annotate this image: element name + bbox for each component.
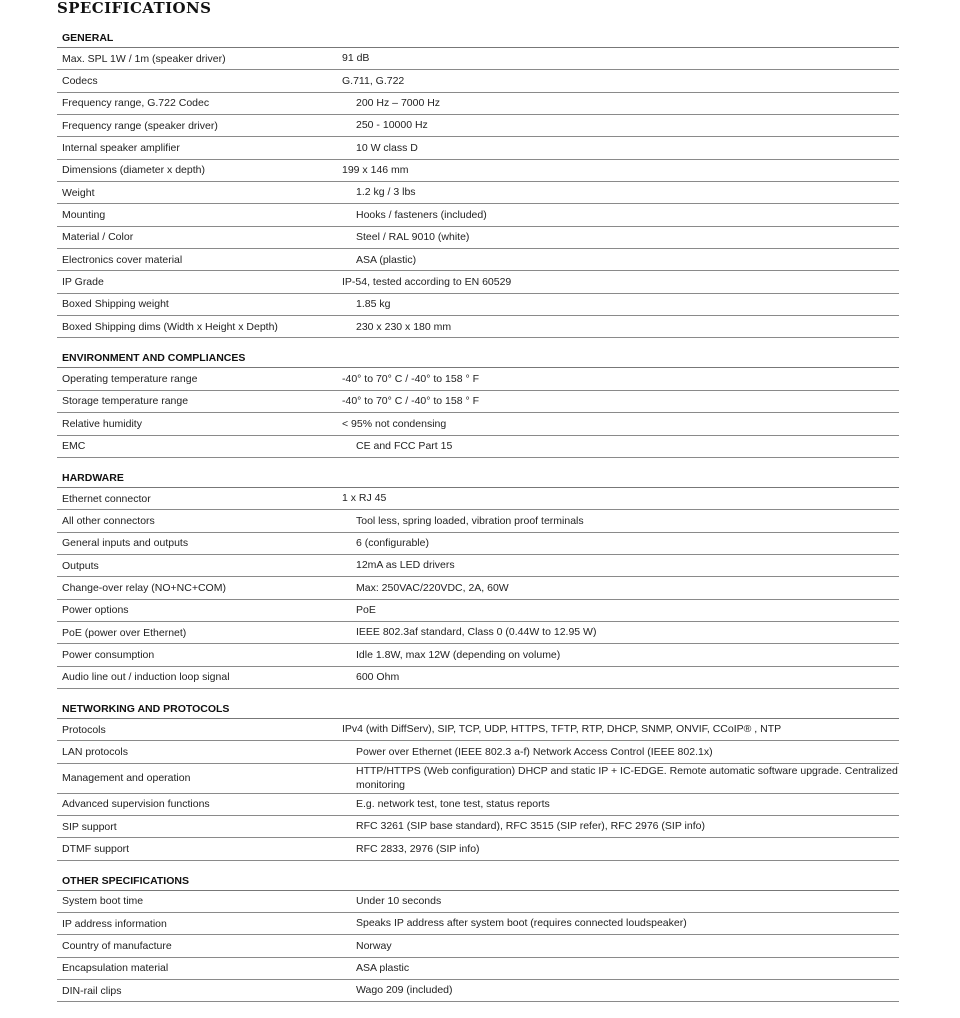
spec-value: RFC 3261 (SIP base standard), RFC 3515 (SIP refer), RFC 2976 (SIP info)	[356, 820, 705, 833]
table-row	[57, 182, 899, 204]
spec-label: Relative humidity	[62, 417, 142, 430]
spec-value: IEEE 802.3af standard, Class 0 (0.44W to 12.95 W)	[356, 626, 597, 639]
table-row	[57, 93, 899, 115]
spec-value: PoE	[356, 603, 376, 616]
spec-label: Power consumption	[62, 648, 155, 661]
spec-value: Max: 250VAC/220VDC, 2A, 60W	[356, 581, 509, 594]
spec-value: Idle 1.8W, max 12W (depending on volume)	[356, 648, 561, 661]
spec-value: Wago 209 (included)	[356, 984, 453, 997]
spec-value: G.711, G.722	[342, 74, 405, 87]
spec-value: Hooks / fasteners (included)	[356, 208, 487, 221]
spec-label: General inputs and outputs	[62, 537, 189, 550]
section-header: GENERAL	[57, 24, 899, 48]
table-row	[57, 719, 899, 741]
table-row	[57, 227, 899, 249]
spec-value: IP-54, tested according to EN 60529	[342, 275, 512, 288]
table-row	[57, 577, 899, 599]
spec-label: Boxed Shipping weight	[62, 298, 169, 311]
spec-label: Operating temperature range	[62, 373, 198, 386]
spec-value: 1.85 kg	[356, 298, 391, 311]
table-row	[57, 644, 899, 666]
spec-value: HTTP/HTTPS (Web configuration) DHCP and static IP + IC-EDGE. Remote automatic software upgrade. Centralized monitoring	[356, 764, 898, 792]
table-row	[57, 555, 899, 577]
table-row	[57, 838, 899, 860]
table-row	[57, 510, 899, 532]
spec-label: All other connectors	[62, 514, 155, 527]
spec-value: 91 dB	[342, 52, 370, 65]
spec-label: Frequency range (speaker driver)	[62, 119, 218, 132]
spec-value: E.g. network test, tone test, status reports	[356, 798, 550, 811]
table-row	[57, 160, 899, 182]
table-row	[57, 115, 899, 137]
table-row	[57, 913, 899, 935]
table-row	[57, 600, 899, 622]
spec-label: PoE (power over Ethernet)	[62, 626, 187, 639]
section-header: OTHER SPECIFICATIONS	[57, 867, 899, 891]
spec-label: Storage temperature range	[62, 395, 189, 408]
spec-value: 250 - 10000 Hz	[356, 119, 428, 132]
spec-value: RFC 2833, 2976 (SIP info)	[356, 842, 480, 855]
spec-value: 6 (configurable)	[356, 536, 429, 549]
spec-label: Weight	[62, 186, 95, 199]
spec-value: Power over Ethernet (IEEE 802.3 a-f) Network Access Control (IEEE 802.1x)	[356, 745, 713, 758]
table-row	[57, 935, 899, 957]
spec-value: Tool less, spring loaded, vibration proof terminals	[356, 514, 584, 527]
table-row	[57, 436, 899, 458]
table-row	[57, 391, 899, 413]
spec-value: < 95% not condensing	[342, 417, 447, 430]
spec-value: -40° to 70° C / -40° to 158 ° F	[342, 395, 480, 408]
table-row	[57, 622, 899, 644]
table-row	[57, 249, 899, 271]
spec-value: ASA plastic	[356, 962, 410, 975]
table-row	[57, 271, 899, 293]
spec-label: Internal speaker amplifier	[62, 142, 180, 155]
table-row	[57, 413, 899, 435]
table-row	[57, 70, 899, 92]
table-row	[57, 741, 899, 763]
section-header: NETWORKING AND PROTOCOLS	[57, 695, 899, 719]
table-row	[57, 316, 899, 338]
specifications-table	[57, 24, 899, 1002]
spec-label: Electronics cover material	[62, 253, 183, 266]
spec-label: Management and operation	[62, 772, 191, 785]
spec-label: Frequency range, G.722 Codec	[62, 97, 210, 110]
spec-value: 1 x RJ 45	[342, 492, 387, 505]
spec-label: DTMF support	[62, 842, 130, 855]
spec-label: Change-over relay (NO+NC+COM)	[62, 581, 226, 594]
table-row	[57, 980, 899, 1002]
spec-label: Dimensions (diameter x depth)	[62, 164, 205, 177]
spec-label: IP Grade	[62, 276, 104, 289]
spec-value: 1.2 kg / 3 lbs	[356, 186, 416, 199]
spec-label: System boot time	[62, 895, 144, 908]
table-row	[57, 667, 899, 689]
section-header: HARDWARE	[57, 464, 899, 488]
spec-value: CE and FCC Part 15	[356, 439, 453, 452]
spec-value: 10 W class D	[356, 141, 418, 154]
spec-value: IPv4 (with DiffServ), SIP, TCP, UDP, HTTPS, TFTP, RTP, DHCP, SNMP, ONVIF, CCoIP® , NTP	[342, 723, 782, 736]
spec-value: Under 10 seconds	[356, 895, 442, 908]
spec-label: Material / Color	[62, 231, 134, 244]
spec-value: 199 x 146 mm	[342, 164, 409, 177]
spec-label: EMC	[62, 440, 86, 453]
spec-label: Codecs	[62, 75, 98, 88]
spec-label: Mounting	[62, 209, 106, 222]
table-row	[57, 958, 899, 980]
spec-label: Encapsulation material	[62, 962, 169, 975]
table-row	[57, 137, 899, 159]
section-header: ENVIRONMENT AND COMPLIANCES	[57, 344, 899, 368]
spec-value: Speaks IP address after system boot (requires connected loudspeaker)	[356, 917, 687, 930]
table-row	[57, 204, 899, 226]
spec-label: IP address information	[62, 917, 167, 930]
table-row	[57, 48, 899, 70]
table-row	[57, 488, 899, 510]
spec-value: ASA (plastic)	[356, 253, 417, 266]
spec-label: Country of manufacture	[62, 940, 172, 953]
spec-label: Outputs	[62, 559, 99, 572]
spec-label: LAN protocols	[62, 745, 128, 758]
spec-label: Max. SPL 1W / 1m (speaker driver)	[62, 52, 226, 65]
spec-value: Norway	[356, 939, 392, 952]
spec-label: Ethernet connector	[62, 492, 151, 505]
spec-value: Steel / RAL 9010 (white)	[356, 231, 470, 244]
spec-label: Audio line out / induction loop signal	[62, 671, 230, 684]
spec-value: 600 Ohm	[356, 671, 400, 684]
spec-label: Advanced supervision functions	[62, 798, 210, 811]
spec-value: 230 x 230 x 180 mm	[356, 320, 452, 333]
spec-label: Boxed Shipping dims (Width x Height x Depth)	[62, 320, 278, 333]
page-title: SPECIFICATIONS	[57, 0, 212, 17]
table-row	[57, 533, 899, 555]
spec-label: Power options	[62, 604, 129, 617]
table-row	[57, 891, 899, 913]
spec-value: 200 Hz – 7000 Hz	[356, 97, 441, 110]
spec-label: DIN-rail clips	[62, 984, 122, 997]
table-row	[57, 764, 899, 794]
table-row	[57, 816, 899, 838]
spec-label: SIP support	[62, 820, 117, 833]
spec-value: 12mA as LED drivers	[356, 559, 455, 572]
spec-label: Protocols	[62, 723, 106, 736]
table-row	[57, 294, 899, 316]
table-row	[57, 794, 899, 816]
table-row	[57, 368, 899, 390]
spec-value: -40° to 70° C / -40° to 158 ° F	[342, 372, 480, 385]
